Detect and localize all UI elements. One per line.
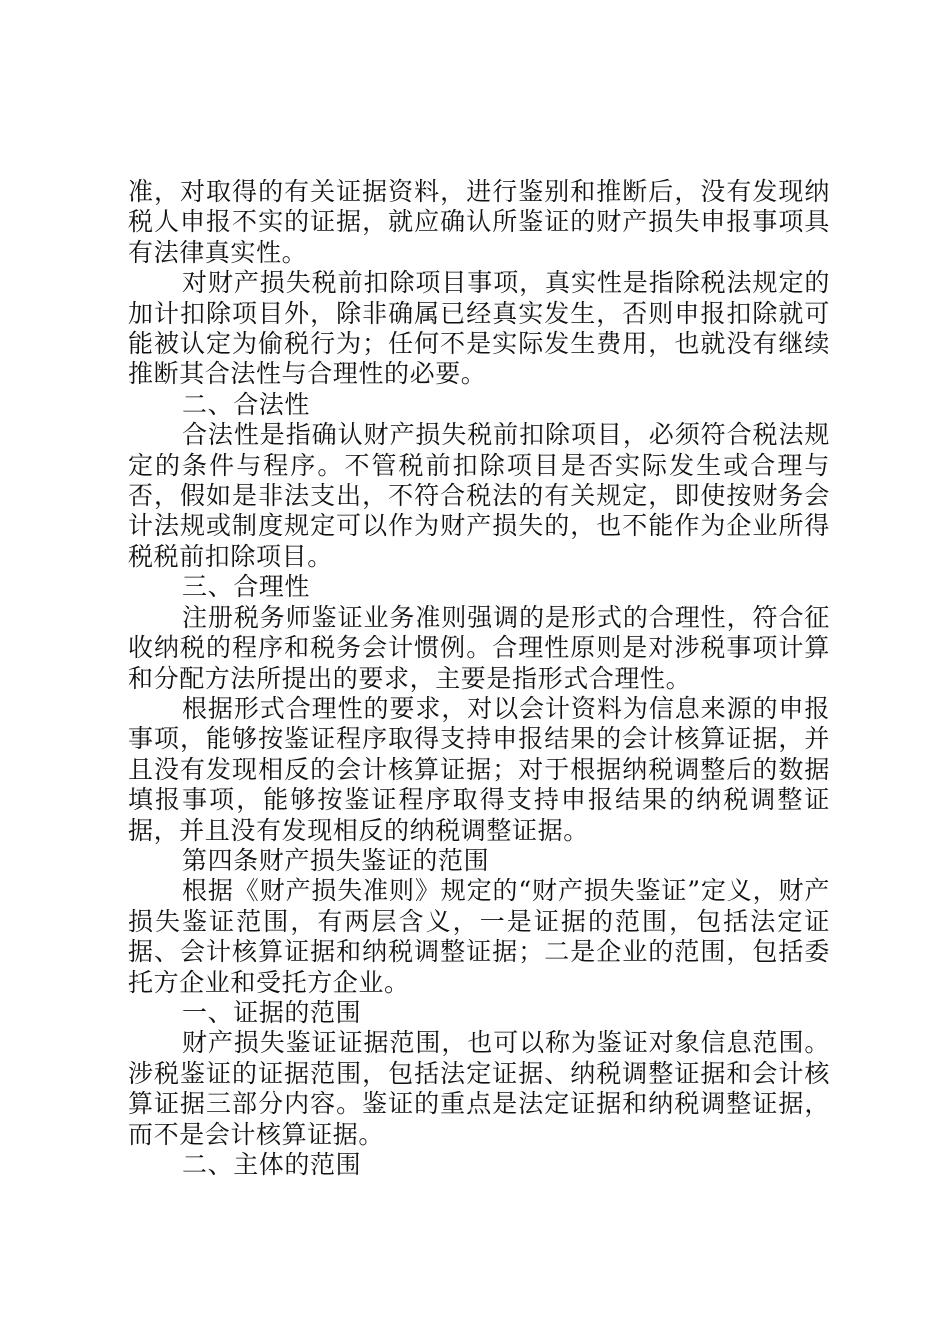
paragraph-truthfulness-deduction: 对财产损失税前扣除项目事项，真实性是指除税法规定的加计扣除项目外，除非确属已经真实发生，否则申报扣除就可能被认定为偷税行为；任何不是实际发生费用，也就没有继续推断其合法性与合理性的必要。	[128, 268, 830, 389]
paragraph-formal-reasonableness: 根据形式合理性的要求，对以会计资料为信息来源的申报事项，能够按鉴证程序取得支持申报结果的会计核算证据，并且没有发现相反的会计核算证据；对于根据纳税调整后的数据填报事项，能够按鉴证程序取得支持申报结果的纳税调整证据，并且没有发现相反的纳税调整证据。	[128, 693, 830, 845]
document-body	[128, 177, 830, 1180]
heading-reasonableness: 三、合理性	[182, 572, 311, 602]
heading-evidence-scope: 一、证据的范围	[182, 997, 362, 1027]
paragraph-scope-definition: 根据《财产损失准则》规定的“财产损失鉴证”定义，财产损失鉴证范围，有两层含义，一是证据的范围，包括法定证据、会计核算证据和纳税调整证据；二是企业的范围，包括委托方企业和受托方企业。	[128, 876, 830, 997]
heading-article-four: 第四条财产损失鉴证的范围	[182, 845, 490, 875]
paragraph-reasonableness: 注册税务师鉴证业务准则强调的是形式的合理性，符合征收纳税的程序和税务会计惯例。合理性原则是对涉税事项计算和分配方法所提出的要求，主要是指形式合理性。	[128, 602, 830, 693]
paragraph-legality: 合法性是指确认财产损失税前扣除项目，必须符合税法规定的条件与程序。不管税前扣除项目是否实际发生或合理与否，假如是非法支出，不符合税法的有关规定，即使按财务会计法规或制度规定可以作为财产损失的，也不能作为企业所得税税前扣除项目。	[128, 420, 830, 571]
paragraph-truthfulness-conclusion: 准，对取得的有关证据资料，进行鉴别和推断后，没有发现纳税人申报不实的证据，就应确认所鉴证的财产损失申报事项具有法律真实性。	[128, 177, 830, 267]
heading-legality: 二、合法性	[182, 389, 311, 419]
heading-subject-scope: 二、主体的范围	[182, 1150, 362, 1179]
paragraph-evidence-scope: 财产损失鉴证证据范围，也可以称为鉴证对象信息范围。涉税鉴证的证据范围，包括法定证据、纳税调整证据和会计核算证据三部分内容。鉴证的重点是法定证据和纳税调整证据，而不是会计核算证据。	[128, 1028, 830, 1149]
